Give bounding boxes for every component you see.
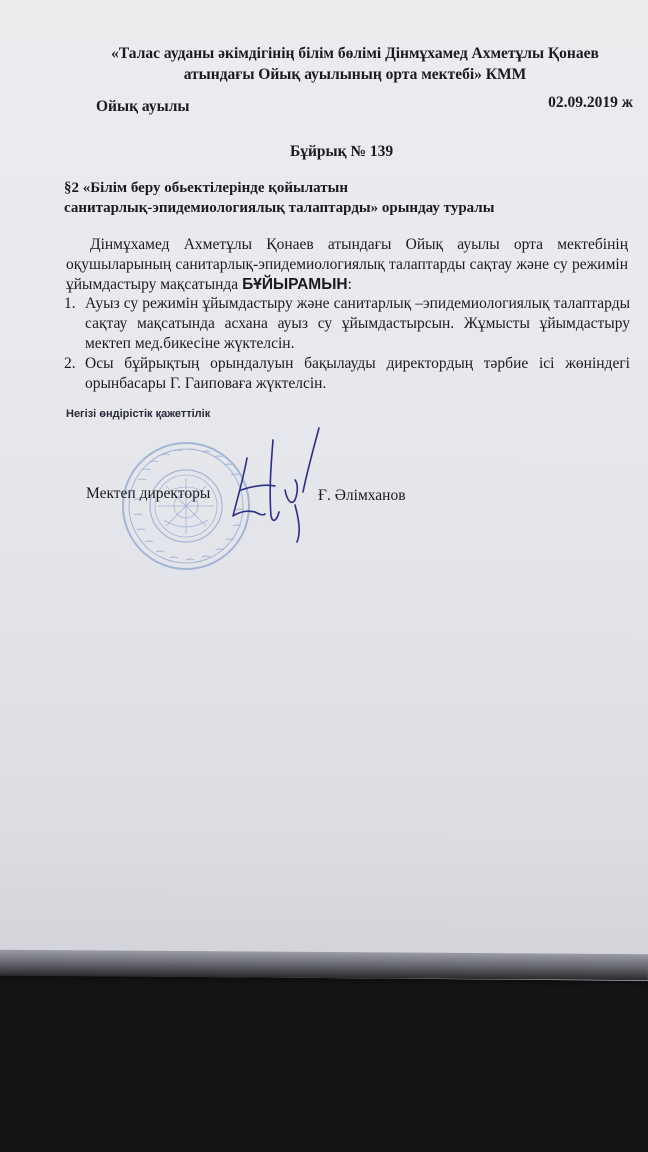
order-date: 02.09.2019 ж xyxy=(548,94,633,111)
order-item-text: Осы бұйрықтың орындалуын бақылауды директордың тәрбие ісі жөніндегі орынбасары Г. Гаиповаға жүктелсін. xyxy=(85,355,630,392)
director-title: Мектеп директоры xyxy=(86,485,211,502)
order-item-text: Ауыз су режимін ұйымдастыру және санитарлық –эпидемиологиялық талаптарды сақтау мақсатында асхана ауыз су ұйымдастырсын. Жұмысты ұйымдастыру мектеп мед.бикесіне жүктелсін. xyxy=(85,295,630,352)
order-number: Бұйрық № 139 xyxy=(290,143,394,160)
header-line-2: атындағы Ойық ауылының орта мектебі» КММ xyxy=(183,66,527,83)
intro-text: Дінмұхамед Ахметұлы Қонаев атындағы Ойық ауылы орта мектебінің оқушыларының санитарлық-эпидемиологиялық талаптарды сақтау және су режимін ұйымдастыру мақсатында xyxy=(66,236,628,293)
basis-note: Негізі өндірістік қажеттілік xyxy=(66,408,211,420)
order-item xyxy=(0,354,630,394)
organization-header xyxy=(70,43,640,85)
subject-line-2: санитарлық-эпидемиологиялық талаптарды» орындау туралы xyxy=(64,200,495,216)
intro-end: : xyxy=(347,276,352,293)
order-items-list xyxy=(0,294,630,394)
order-subject xyxy=(64,178,624,218)
subject-line-1: §2 «Білім беру обьектілерінде қойылатын xyxy=(64,180,348,196)
director-name: Ғ. Әлімханов xyxy=(318,487,406,504)
intro-paragraph xyxy=(66,235,628,295)
order-item-number: 1. xyxy=(64,295,76,312)
director-signature xyxy=(225,420,335,550)
intro-emphasis: БҰЙЫРАМЫН xyxy=(242,276,348,293)
order-item xyxy=(0,294,630,354)
village-name: Ойық ауылы xyxy=(96,98,190,115)
order-item-number: 2. xyxy=(64,355,76,372)
header-line-1: «Талас ауданы әкімдігінің білім бөлімі Дінмұхамед Ахметұлы Қонаев xyxy=(111,45,599,62)
